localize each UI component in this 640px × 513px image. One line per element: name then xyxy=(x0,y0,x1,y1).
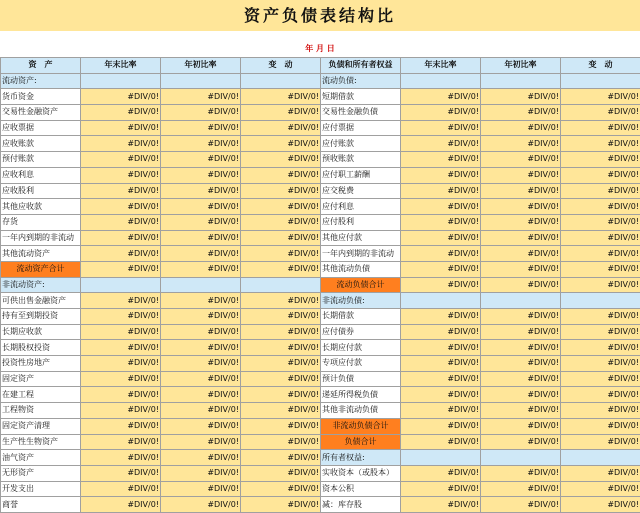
left-ratio-cell[interactable]: #DIV/0! xyxy=(161,497,241,513)
left-ratio-cell[interactable]: #DIV/0! xyxy=(161,89,241,105)
header-cell[interactable]: 负债和所有者权益 xyxy=(321,58,401,74)
table-row xyxy=(1,105,640,121)
right-label-cell[interactable]: 长期借款 xyxy=(321,309,401,325)
header-cell[interactable]: 年末比率 xyxy=(401,58,481,74)
right-ratio-cell[interactable]: #DIV/0! xyxy=(561,403,640,419)
left-ratio-cell[interactable]: #DIV/0! xyxy=(81,152,161,168)
right-label-cell[interactable]: 应付账款 xyxy=(321,136,401,152)
right-ratio-cell[interactable]: #DIV/0! xyxy=(561,89,640,105)
right-ratio-cell[interactable]: #DIV/0! xyxy=(561,340,640,356)
table-row xyxy=(1,73,640,89)
left-ratio-cell[interactable]: #DIV/0! xyxy=(241,324,321,340)
table-row xyxy=(1,465,640,481)
left-label-cell[interactable]: 非流动资产: xyxy=(1,277,81,293)
header-cell[interactable]: 资 产 xyxy=(1,58,81,74)
right-ratio-cell[interactable]: #DIV/0! xyxy=(481,167,561,183)
right-ratio-cell[interactable]: #DIV/0! xyxy=(481,497,561,513)
right-label-cell[interactable]: 一年内到期的非流动 xyxy=(321,246,401,262)
right-ratio-cell[interactable]: #DIV/0! xyxy=(561,167,640,183)
right-ratio-cell[interactable]: #DIV/0! xyxy=(561,497,640,513)
right-ratio-cell[interactable]: #DIV/0! xyxy=(481,403,561,419)
right-ratio-cell[interactable] xyxy=(401,450,481,466)
table-row xyxy=(1,403,640,419)
header-cell[interactable]: 年末比率 xyxy=(81,58,161,74)
right-ratio-cell[interactable]: #DIV/0! xyxy=(401,418,481,434)
left-ratio-cell[interactable]: #DIV/0! xyxy=(241,199,321,215)
table-row xyxy=(1,371,640,387)
right-ratio-cell[interactable]: #DIV/0! xyxy=(401,199,481,215)
header-cell[interactable]: 年初比率 xyxy=(481,58,561,74)
left-ratio-cell[interactable]: #DIV/0! xyxy=(81,340,161,356)
left-ratio-cell[interactable]: #DIV/0! xyxy=(161,387,241,403)
right-label-cell[interactable]: 交易性金融负债 xyxy=(321,105,401,121)
right-ratio-cell[interactable]: #DIV/0! xyxy=(401,387,481,403)
right-ratio-cell[interactable] xyxy=(401,73,481,89)
table-row xyxy=(1,89,640,105)
right-ratio-cell[interactable]: #DIV/0! xyxy=(561,277,640,293)
right-ratio-cell[interactable]: #DIV/0! xyxy=(481,371,561,387)
left-ratio-cell[interactable] xyxy=(161,73,241,89)
right-ratio-cell[interactable]: #DIV/0! xyxy=(481,105,561,121)
right-ratio-cell[interactable]: #DIV/0! xyxy=(561,418,640,434)
left-ratio-cell[interactable]: #DIV/0! xyxy=(241,261,321,277)
right-ratio-cell[interactable]: #DIV/0! xyxy=(401,277,481,293)
right-ratio-cell[interactable]: #DIV/0! xyxy=(401,497,481,513)
left-ratio-cell[interactable]: #DIV/0! xyxy=(81,246,161,262)
right-label-cell[interactable]: 短期借款 xyxy=(321,89,401,105)
right-ratio-cell[interactable]: #DIV/0! xyxy=(401,167,481,183)
right-ratio-cell[interactable]: #DIV/0! xyxy=(481,434,561,450)
left-ratio-cell[interactable]: #DIV/0! xyxy=(81,214,161,230)
right-ratio-cell[interactable]: #DIV/0! xyxy=(481,324,561,340)
table-row xyxy=(1,152,640,168)
right-ratio-cell[interactable]: #DIV/0! xyxy=(401,89,481,105)
right-ratio-cell[interactable]: #DIV/0! xyxy=(481,277,561,293)
left-label-cell[interactable]: 流动资产: xyxy=(1,73,81,89)
left-ratio-cell[interactable]: #DIV/0! xyxy=(81,183,161,199)
left-ratio-cell[interactable]: #DIV/0! xyxy=(241,293,321,309)
left-label-cell[interactable]: 货币资金 xyxy=(1,89,81,105)
right-label-cell[interactable]: 其他应付款 xyxy=(321,230,401,246)
right-ratio-cell[interactable]: #DIV/0! xyxy=(561,136,640,152)
left-ratio-cell[interactable]: #DIV/0! xyxy=(81,199,161,215)
right-ratio-cell[interactable] xyxy=(481,293,561,309)
right-ratio-cell[interactable]: #DIV/0! xyxy=(401,356,481,372)
left-ratio-cell[interactable]: #DIV/0! xyxy=(81,230,161,246)
left-ratio-cell[interactable] xyxy=(241,73,321,89)
right-ratio-cell[interactable] xyxy=(481,450,561,466)
right-ratio-cell[interactable]: #DIV/0! xyxy=(401,465,481,481)
right-label-cell[interactable]: 应付利息 xyxy=(321,199,401,215)
table-row xyxy=(1,246,640,262)
right-ratio-cell[interactable]: #DIV/0! xyxy=(561,371,640,387)
table-row xyxy=(1,340,640,356)
left-ratio-cell[interactable]: #DIV/0! xyxy=(81,434,161,450)
left-ratio-cell[interactable]: #DIV/0! xyxy=(81,387,161,403)
left-ratio-cell[interactable]: #DIV/0! xyxy=(81,136,161,152)
left-label-cell[interactable]: 开发支出 xyxy=(1,481,81,497)
left-ratio-cell[interactable]: #DIV/0! xyxy=(241,356,321,372)
left-label-cell[interactable]: 商誉 xyxy=(1,497,81,513)
left-label-cell[interactable]: 应收利息 xyxy=(1,167,81,183)
left-ratio-cell[interactable]: #DIV/0! xyxy=(241,418,321,434)
left-ratio-cell[interactable]: #DIV/0! xyxy=(81,356,161,372)
left-ratio-cell[interactable]: #DIV/0! xyxy=(241,183,321,199)
table-row xyxy=(1,356,640,372)
left-ratio-cell[interactable]: #DIV/0! xyxy=(81,293,161,309)
table-row xyxy=(1,387,640,403)
right-ratio-cell[interactable]: #DIV/0! xyxy=(561,105,640,121)
left-label-cell[interactable]: 固定资产清理 xyxy=(1,418,81,434)
right-ratio-cell[interactable]: #DIV/0! xyxy=(401,246,481,262)
left-label-cell[interactable]: 一年内到期的非流动 xyxy=(1,230,81,246)
right-ratio-cell[interactable]: #DIV/0! xyxy=(561,465,640,481)
right-label-cell[interactable]: 预计负债 xyxy=(321,371,401,387)
header-cell[interactable]: 变 动 xyxy=(561,58,640,74)
table-row xyxy=(1,418,640,434)
left-ratio-cell[interactable]: #DIV/0! xyxy=(161,214,241,230)
right-label-cell[interactable]: 专项应付款 xyxy=(321,356,401,372)
left-ratio-cell[interactable]: #DIV/0! xyxy=(81,309,161,325)
left-ratio-cell[interactable] xyxy=(161,277,241,293)
left-ratio-cell[interactable]: #DIV/0! xyxy=(81,403,161,419)
left-ratio-cell[interactable]: #DIV/0! xyxy=(81,450,161,466)
left-ratio-cell[interactable]: #DIV/0! xyxy=(161,481,241,497)
left-ratio-cell[interactable]: #DIV/0! xyxy=(241,230,321,246)
left-ratio-cell[interactable]: #DIV/0! xyxy=(81,324,161,340)
left-ratio-cell[interactable]: #DIV/0! xyxy=(241,450,321,466)
left-label-cell[interactable]: 其他流动资产 xyxy=(1,246,81,262)
left-ratio-cell[interactable]: #DIV/0! xyxy=(161,105,241,121)
table-row xyxy=(1,136,640,152)
left-ratio-cell[interactable]: #DIV/0! xyxy=(241,214,321,230)
left-label-cell[interactable]: 其他应收款 xyxy=(1,199,81,215)
table-row xyxy=(1,199,640,215)
right-ratio-cell[interactable] xyxy=(401,293,481,309)
right-label-cell[interactable]: 负债合计 xyxy=(321,434,401,450)
right-ratio-cell[interactable]: #DIV/0! xyxy=(401,136,481,152)
left-label-cell[interactable]: 应收票据 xyxy=(1,120,81,136)
right-ratio-cell[interactable]: #DIV/0! xyxy=(401,261,481,277)
left-ratio-cell[interactable]: #DIV/0! xyxy=(241,340,321,356)
left-ratio-cell[interactable]: #DIV/0! xyxy=(161,246,241,262)
right-ratio-cell[interactable]: #DIV/0! xyxy=(561,246,640,262)
left-ratio-cell[interactable]: #DIV/0! xyxy=(241,89,321,105)
right-ratio-cell[interactable]: #DIV/0! xyxy=(481,136,561,152)
right-ratio-cell[interactable] xyxy=(561,293,640,309)
table-row xyxy=(1,434,640,450)
left-ratio-cell[interactable]: #DIV/0! xyxy=(161,167,241,183)
left-label-cell[interactable]: 应收账款 xyxy=(1,136,81,152)
right-ratio-cell[interactable]: #DIV/0! xyxy=(561,387,640,403)
left-ratio-cell[interactable]: #DIV/0! xyxy=(161,293,241,309)
right-label-cell[interactable]: 应付职工薪酬 xyxy=(321,167,401,183)
right-label-cell[interactable]: 长期应付款 xyxy=(321,340,401,356)
right-label-cell[interactable]: 应付票据 xyxy=(321,120,401,136)
left-ratio-cell[interactable]: #DIV/0! xyxy=(241,387,321,403)
left-ratio-cell[interactable] xyxy=(81,277,161,293)
header-cell[interactable]: 变 动 xyxy=(241,58,321,74)
table-row xyxy=(1,230,640,246)
right-ratio-cell[interactable]: #DIV/0! xyxy=(401,371,481,387)
left-ratio-cell[interactable]: #DIV/0! xyxy=(161,324,241,340)
left-ratio-cell[interactable]: #DIV/0! xyxy=(241,497,321,513)
left-label-cell[interactable]: 可供出售金融资产 xyxy=(1,293,81,309)
right-ratio-cell[interactable]: #DIV/0! xyxy=(481,481,561,497)
table-row xyxy=(1,277,640,293)
right-ratio-cell[interactable]: #DIV/0! xyxy=(481,89,561,105)
right-ratio-cell[interactable]: #DIV/0! xyxy=(401,214,481,230)
left-label-cell[interactable]: 交易性金融资产 xyxy=(1,105,81,121)
right-ratio-cell[interactable]: #DIV/0! xyxy=(401,152,481,168)
left-ratio-cell[interactable]: #DIV/0! xyxy=(241,371,321,387)
table-row xyxy=(1,167,640,183)
left-ratio-cell[interactable] xyxy=(241,277,321,293)
left-label-cell[interactable]: 投资性房地产 xyxy=(1,356,81,372)
header-cell[interactable]: 年初比率 xyxy=(161,58,241,74)
right-ratio-cell[interactable]: #DIV/0! xyxy=(561,324,640,340)
right-ratio-cell[interactable]: #DIV/0! xyxy=(561,120,640,136)
left-label-cell[interactable]: 无形资产 xyxy=(1,465,81,481)
right-ratio-cell[interactable]: #DIV/0! xyxy=(561,434,640,450)
left-label-cell[interactable]: 长期股权投资 xyxy=(1,340,81,356)
right-ratio-cell[interactable]: #DIV/0! xyxy=(561,214,640,230)
right-label-cell[interactable]: 应付股利 xyxy=(321,214,401,230)
left-label-cell[interactable]: 长期应收款 xyxy=(1,324,81,340)
left-ratio-cell[interactable]: #DIV/0! xyxy=(241,465,321,481)
right-ratio-cell[interactable]: #DIV/0! xyxy=(481,356,561,372)
left-ratio-cell[interactable]: #DIV/0! xyxy=(161,465,241,481)
right-label-cell[interactable]: 资本公积 xyxy=(321,481,401,497)
right-label-cell[interactable]: 非流动负债合计 xyxy=(321,418,401,434)
right-ratio-cell[interactable]: #DIV/0! xyxy=(401,324,481,340)
right-label-cell[interactable]: 减：库存股 xyxy=(321,497,401,513)
right-ratio-cell[interactable]: #DIV/0! xyxy=(481,340,561,356)
right-ratio-cell[interactable]: #DIV/0! xyxy=(481,387,561,403)
table-row xyxy=(1,120,640,136)
right-ratio-cell[interactable]: #DIV/0! xyxy=(561,309,640,325)
right-ratio-cell[interactable]: #DIV/0! xyxy=(561,183,640,199)
left-ratio-cell[interactable]: #DIV/0! xyxy=(81,418,161,434)
left-ratio-cell[interactable]: #DIV/0! xyxy=(241,309,321,325)
left-label-cell[interactable]: 在建工程 xyxy=(1,387,81,403)
left-ratio-cell[interactable]: #DIV/0! xyxy=(241,152,321,168)
right-ratio-cell[interactable]: #DIV/0! xyxy=(561,356,640,372)
date-label[interactable]: 年 月 日 xyxy=(0,40,640,57)
table-row xyxy=(1,450,640,466)
right-ratio-cell[interactable]: #DIV/0! xyxy=(481,246,561,262)
right-ratio-cell[interactable]: #DIV/0! xyxy=(401,434,481,450)
right-label-cell[interactable]: 非流动负债: xyxy=(321,293,401,309)
right-label-cell[interactable]: 其他流动负债 xyxy=(321,261,401,277)
right-label-cell[interactable]: 预收账款 xyxy=(321,152,401,168)
left-label-cell[interactable]: 生产性生物资产 xyxy=(1,434,81,450)
left-ratio-cell[interactable]: #DIV/0! xyxy=(161,418,241,434)
right-label-cell[interactable]: 流动负债合计 xyxy=(321,277,401,293)
right-ratio-cell[interactable]: #DIV/0! xyxy=(401,105,481,121)
left-ratio-cell[interactable]: #DIV/0! xyxy=(161,183,241,199)
left-ratio-cell[interactable]: #DIV/0! xyxy=(161,403,241,419)
right-ratio-cell[interactable]: #DIV/0! xyxy=(401,183,481,199)
left-ratio-cell[interactable]: #DIV/0! xyxy=(81,497,161,513)
left-ratio-cell[interactable]: #DIV/0! xyxy=(81,105,161,121)
right-ratio-cell[interactable]: #DIV/0! xyxy=(481,230,561,246)
left-ratio-cell[interactable]: #DIV/0! xyxy=(241,105,321,121)
right-ratio-cell[interactable]: #DIV/0! xyxy=(561,199,640,215)
sheet-title[interactable]: 资产负债表结构比 xyxy=(0,0,640,31)
right-ratio-cell[interactable] xyxy=(561,73,640,89)
table-row xyxy=(1,183,640,199)
right-ratio-cell[interactable]: #DIV/0! xyxy=(481,183,561,199)
header-row xyxy=(1,58,640,74)
right-ratio-cell[interactable]: #DIV/0! xyxy=(481,120,561,136)
left-ratio-cell[interactable]: #DIV/0! xyxy=(81,481,161,497)
left-ratio-cell[interactable]: #DIV/0! xyxy=(81,167,161,183)
left-ratio-cell[interactable]: #DIV/0! xyxy=(241,481,321,497)
left-ratio-cell[interactable]: #DIV/0! xyxy=(241,434,321,450)
right-ratio-cell[interactable]: #DIV/0! xyxy=(481,261,561,277)
right-ratio-cell[interactable]: #DIV/0! xyxy=(481,214,561,230)
left-ratio-cell[interactable]: #DIV/0! xyxy=(161,261,241,277)
left-ratio-cell[interactable]: #DIV/0! xyxy=(161,152,241,168)
left-ratio-cell[interactable]: #DIV/0! xyxy=(81,89,161,105)
right-ratio-cell[interactable]: #DIV/0! xyxy=(401,481,481,497)
right-ratio-cell[interactable]: #DIV/0! xyxy=(481,465,561,481)
left-ratio-cell[interactable]: #DIV/0! xyxy=(161,371,241,387)
left-ratio-cell[interactable]: #DIV/0! xyxy=(241,246,321,262)
right-ratio-cell[interactable]: #DIV/0! xyxy=(561,261,640,277)
right-label-cell[interactable]: 实收资本（或股本） xyxy=(321,465,401,481)
left-label-cell[interactable]: 流动资产合计 xyxy=(1,261,81,277)
left-ratio-cell[interactable]: #DIV/0! xyxy=(241,120,321,136)
left-ratio-cell[interactable]: #DIV/0! xyxy=(161,340,241,356)
left-ratio-cell[interactable]: #DIV/0! xyxy=(161,356,241,372)
right-label-cell[interactable]: 流动负债: xyxy=(321,73,401,89)
left-ratio-cell[interactable]: #DIV/0! xyxy=(241,136,321,152)
right-ratio-cell[interactable]: #DIV/0! xyxy=(561,152,640,168)
left-ratio-cell[interactable] xyxy=(81,73,161,89)
right-label-cell[interactable]: 其他非流动负债 xyxy=(321,403,401,419)
right-label-cell[interactable]: 应交税费 xyxy=(321,183,401,199)
left-ratio-cell[interactable]: #DIV/0! xyxy=(161,120,241,136)
left-ratio-cell[interactable]: #DIV/0! xyxy=(161,450,241,466)
left-ratio-cell[interactable]: #DIV/0! xyxy=(161,434,241,450)
left-label-cell[interactable]: 预付账款 xyxy=(1,152,81,168)
right-ratio-cell[interactable]: #DIV/0! xyxy=(481,152,561,168)
left-ratio-cell[interactable]: #DIV/0! xyxy=(81,465,161,481)
left-label-cell[interactable]: 工程物资 xyxy=(1,403,81,419)
right-ratio-cell[interactable]: #DIV/0! xyxy=(401,340,481,356)
left-ratio-cell[interactable]: #DIV/0! xyxy=(241,167,321,183)
left-label-cell[interactable]: 应收股利 xyxy=(1,183,81,199)
left-ratio-cell[interactable]: #DIV/0! xyxy=(161,199,241,215)
balance-sheet-table xyxy=(0,57,640,513)
table-row xyxy=(1,214,640,230)
right-label-cell[interactable]: 所有者权益: xyxy=(321,450,401,466)
right-label-cell[interactable]: 递延所得税负债 xyxy=(321,387,401,403)
left-label-cell[interactable]: 持有至到期投资 xyxy=(1,309,81,325)
right-ratio-cell[interactable]: #DIV/0! xyxy=(561,481,640,497)
right-ratio-cell[interactable]: #DIV/0! xyxy=(481,309,561,325)
table-row xyxy=(1,309,640,325)
left-ratio-cell[interactable]: #DIV/0! xyxy=(241,403,321,419)
right-ratio-cell[interactable]: #DIV/0! xyxy=(401,403,481,419)
right-ratio-cell[interactable]: #DIV/0! xyxy=(481,418,561,434)
left-ratio-cell[interactable]: #DIV/0! xyxy=(81,261,161,277)
table-row xyxy=(1,497,640,513)
left-label-cell[interactable]: 存货 xyxy=(1,214,81,230)
table-row xyxy=(1,261,640,277)
right-ratio-cell[interactable] xyxy=(561,450,640,466)
table-row xyxy=(1,324,640,340)
right-ratio-cell[interactable]: #DIV/0! xyxy=(401,230,481,246)
left-ratio-cell[interactable]: #DIV/0! xyxy=(161,230,241,246)
left-label-cell[interactable]: 固定资产 xyxy=(1,371,81,387)
table-row xyxy=(1,293,640,309)
right-ratio-cell[interactable]: #DIV/0! xyxy=(561,230,640,246)
left-ratio-cell[interactable]: #DIV/0! xyxy=(161,309,241,325)
right-ratio-cell[interactable]: #DIV/0! xyxy=(481,199,561,215)
right-ratio-cell[interactable] xyxy=(481,73,561,89)
right-ratio-cell[interactable]: #DIV/0! xyxy=(401,120,481,136)
left-ratio-cell[interactable]: #DIV/0! xyxy=(81,371,161,387)
right-ratio-cell[interactable]: #DIV/0! xyxy=(401,309,481,325)
right-label-cell[interactable]: 应付债券 xyxy=(321,324,401,340)
left-ratio-cell[interactable]: #DIV/0! xyxy=(161,136,241,152)
left-label-cell[interactable]: 油气资产 xyxy=(1,450,81,466)
left-ratio-cell[interactable]: #DIV/0! xyxy=(81,120,161,136)
